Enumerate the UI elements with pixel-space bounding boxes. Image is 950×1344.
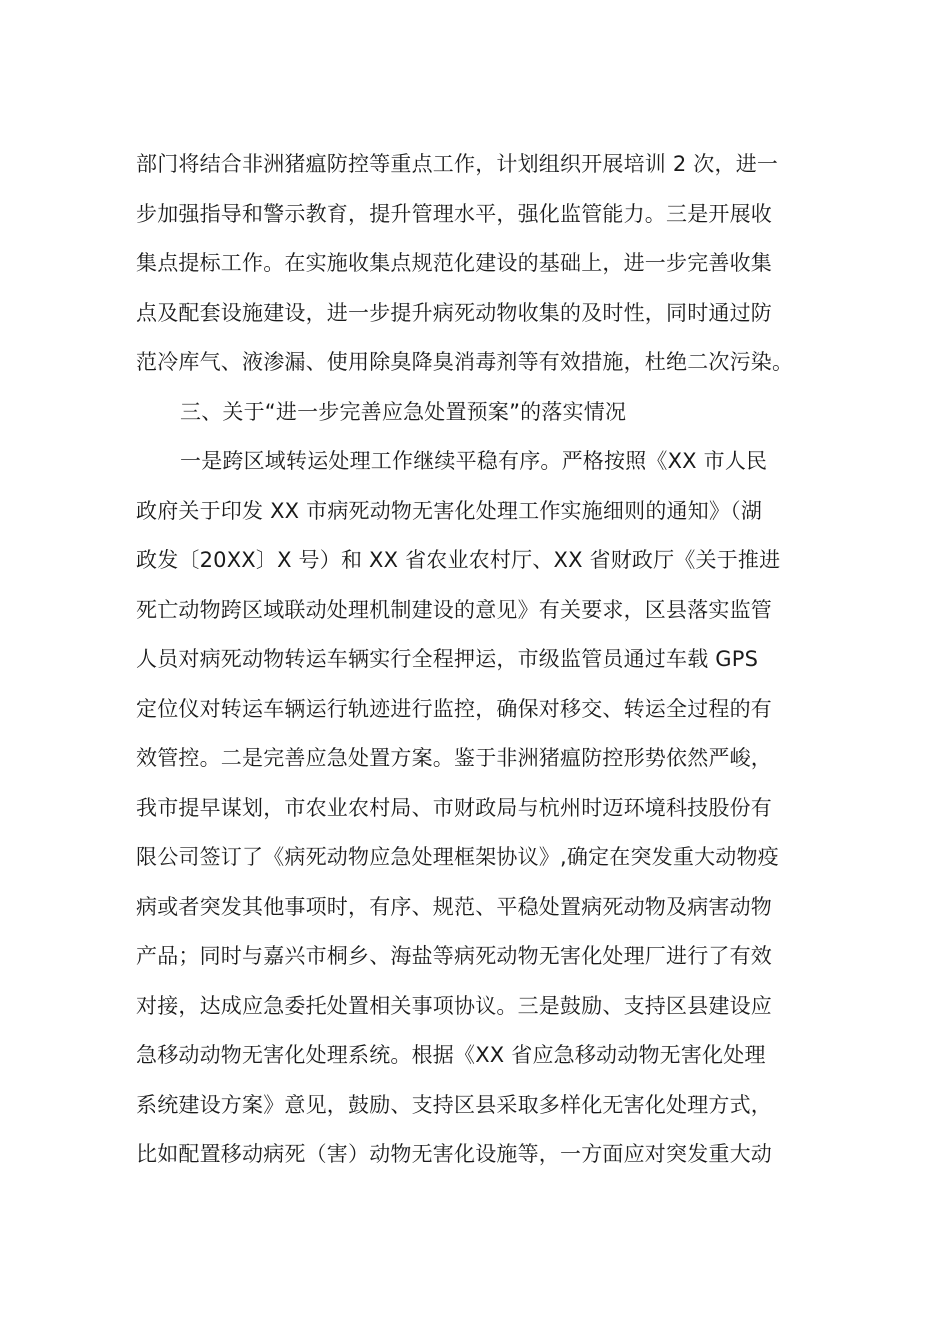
text-line: 范冷库气、液渗漏、使用除臭降臭消毒剂等有效措施，杜绝二次污染。 xyxy=(136,350,794,374)
text-line: 限公司签订了《病死动物应急处理框架协议》,确定在突发重大动物疫 xyxy=(136,845,779,869)
body-text xyxy=(136,140,826,1180)
text-line: 我市提早谋划，市农业农村局、市财政局与杭州时迈环境科技股份有 xyxy=(136,795,772,820)
text-line: 集点提标工作。在实施收集点规范化建设的基础上，进一步完善收集 xyxy=(136,251,772,275)
text-line: 比如配置移动病死（害）动物无害化设施等，一方面应对突发重大动 xyxy=(136,1142,772,1166)
text-line: 死亡动物跨区域联动处理机制建设的意见》有关要求，区县落实监管 xyxy=(136,597,772,622)
text-line: 对接，达成应急委托处置相关事项协议。三是鼓励、支持区县建设应 xyxy=(136,993,772,1018)
text-line: 人员对病死动物转运车辆实行全程押运，市级监管员通过车载 GPS xyxy=(136,647,759,671)
text-line: 步加强指导和警示教育，提升管理水平，强化监管能力。三是开展收 xyxy=(136,201,772,226)
text-line: 效管控。二是完善应急处置方案。鉴于非洲猪瘟防控形势依然严峻， xyxy=(136,746,772,770)
text-line: 政府关于印发 XX 市病死动物无害化处理工作实施细则的通知》（湖 xyxy=(136,498,763,523)
text-line: 产品；同时与嘉兴市桐乡、海盐等病死动物无害化处理厂进行了有效 xyxy=(136,944,772,968)
text-line: 点及配套设施建设，进一步提升病死动物收集的及时性，同时通过防 xyxy=(136,300,772,325)
text-line: 定位仪对转运车辆运行轨迹进行监控，确保对移交、转运全过程的有 xyxy=(136,696,772,721)
text-line: 部门将结合非洲猪瘟防控等重点工作，计划组织开展培训 2 次，进一 xyxy=(136,152,779,176)
section-heading: 三、关于“进一步完善应急处置预案”的落实情况 xyxy=(180,399,627,424)
text-line: 政发〔20XX〕X 号）和 XX 省农业农村厅、XX 省财政厅《关于推进 xyxy=(136,548,781,572)
text-line: 病或者突发其他事项时，有序、规范、平稳处置病死动物及病害动物 xyxy=(136,894,772,919)
paragraph-start-line: 一是跨区域转运处理工作继续平稳有序。严格按照《XX 市人民 xyxy=(180,449,768,473)
text-line: 系统建设方案》意见，鼓励、支持区县采取多样化无害化处理方式， xyxy=(136,1092,772,1117)
text-line: 急移动动物无害化处理系统。根据《XX 省应急移动动物无害化处理 xyxy=(136,1043,766,1067)
